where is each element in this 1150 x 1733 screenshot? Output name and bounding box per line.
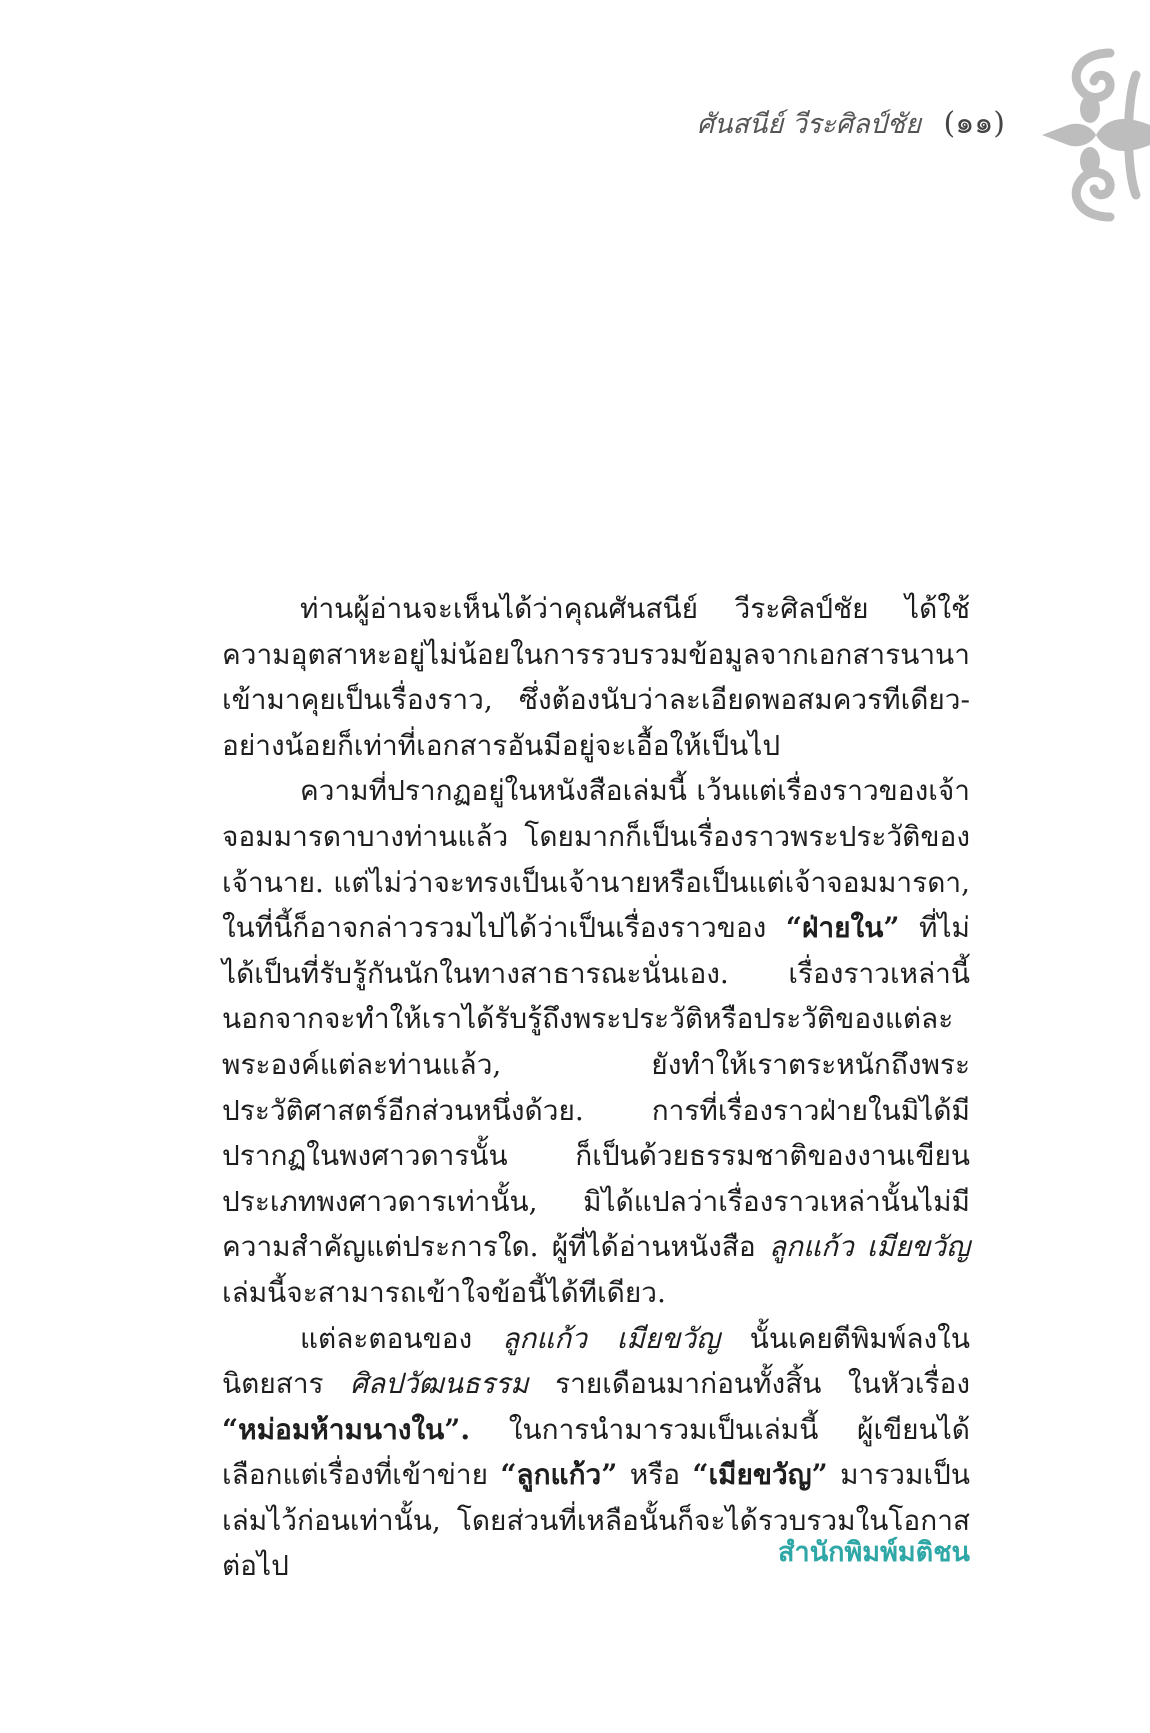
text-run: นั้นเคยตีพิมพ์ลงในนิตยสาร: [222, 1321, 970, 1401]
italic-title: ลูกแก้ว เมียขวัญ: [768, 1230, 971, 1264]
text-run: มารวมเป็นเล่มไว้ก่อนเท่านั้น, โดยส่วนที่เหลือนั้นก็จะได้รวบรวมในโอกาสต่อไป: [222, 1458, 970, 1583]
paragraph: [222, 586, 970, 768]
text-run: เล่มนี้จะสามารถเข้าใจข้อนี้ได้ทีเดียว.: [222, 1275, 666, 1309]
running-header: [697, 100, 1005, 147]
text-run: ที่ไม่ได้เป็นที่รับรู้กันนักในทางสาธารณะนั่นเอง. เรื่องราวเหล่านี้นอกจากจะทำให้เราได้รับรู้ถึงพระประวัติหรือประวัติของแต่ละพระองค์แต่ละท่านแล้ว, ยังทำให้เราตระหนักถึงพระประวัติศาสตร์อีกส่วนหนึ่งด้วย. การที่เรื่องราวฝ่ายในมิได้มีปรากฏในพงศาวดารนั้น ก็เป็นด้วยธรรมชาติของงานเขียนประเภทพงศาวดารเท่านั้น, มิได้แปลว่าเรื่องราวเหล่านั้นไม่มีความสำคัญแต่ประการใด. ผู้ที่ได้อ่านหนังสือ: [222, 911, 970, 1264]
publisher-signature: สำนักพิมพ์มติชน: [778, 1537, 970, 1568]
italic-title: ศิลปวัฒนธรรม: [350, 1367, 529, 1401]
bold-phrase: “เมียขวัญ”: [692, 1458, 828, 1492]
bold-phrase: “ลูกแก้ว”: [500, 1458, 618, 1492]
text-run: ท่านผู้อ่านจะเห็นได้ว่าคุณศันสนีย์ วีระศิลป์ชัย ได้ใช้ความอุตสาหะอยู่ไม่น้อยในการรวบรวมข้อมูลจากเอกสารนานาเข้ามาคุยเป็นเรื่องราว, ซึ่งต้องนับว่าละเอียดพอสมควรทีเดียว-อย่างน้อยก็เท่าที่เอกสารอันมีอยู่จะเอื้อให้เป็นไป: [222, 592, 970, 762]
paragraph: [222, 768, 970, 1315]
bold-phrase: “หม่อมห้ามนางใน”.: [222, 1412, 471, 1446]
floral-ornament-icon: [1040, 45, 1150, 225]
page-number: (๑๑): [943, 106, 1005, 141]
text-run: หรือ: [617, 1458, 693, 1492]
header-author: ศันสนีย์ วีระศิลป์ชัย: [696, 109, 921, 140]
bold-phrase: “ฝ่ายใน”: [785, 911, 900, 945]
body-text: [222, 586, 970, 1589]
text-run: แต่ละตอนของ: [300, 1321, 503, 1355]
text-run: รายเดือนมาก่อนทั้งสิ้น ในหัวเรื่อง: [528, 1367, 971, 1401]
italic-title: ลูกแก้ว เมียขวัญ: [502, 1321, 720, 1355]
text-run: ความที่ปรากฏอยู่ในหนังสือเล่มนี้ เว้นแต่เรื่องราวของเจ้าจอมมารดาบางท่านแล้ว โดยมากก็เป็นเรื่องราวพระประวัติของเจ้านาย. แต่ไม่ว่าจะทรงเป็นเจ้านายหรือเป็นแต่เจ้าจอมมารดา, ในที่นี้ก็อาจกล่าวรวมไปได้ว่าเป็นเรื่องราวของ: [222, 774, 970, 945]
text-run: ในการนำมารวมเป็นเล่มนี้ ผู้เขียนได้เลือกแต่เรื่องที่เข้าข่าย: [222, 1412, 970, 1492]
